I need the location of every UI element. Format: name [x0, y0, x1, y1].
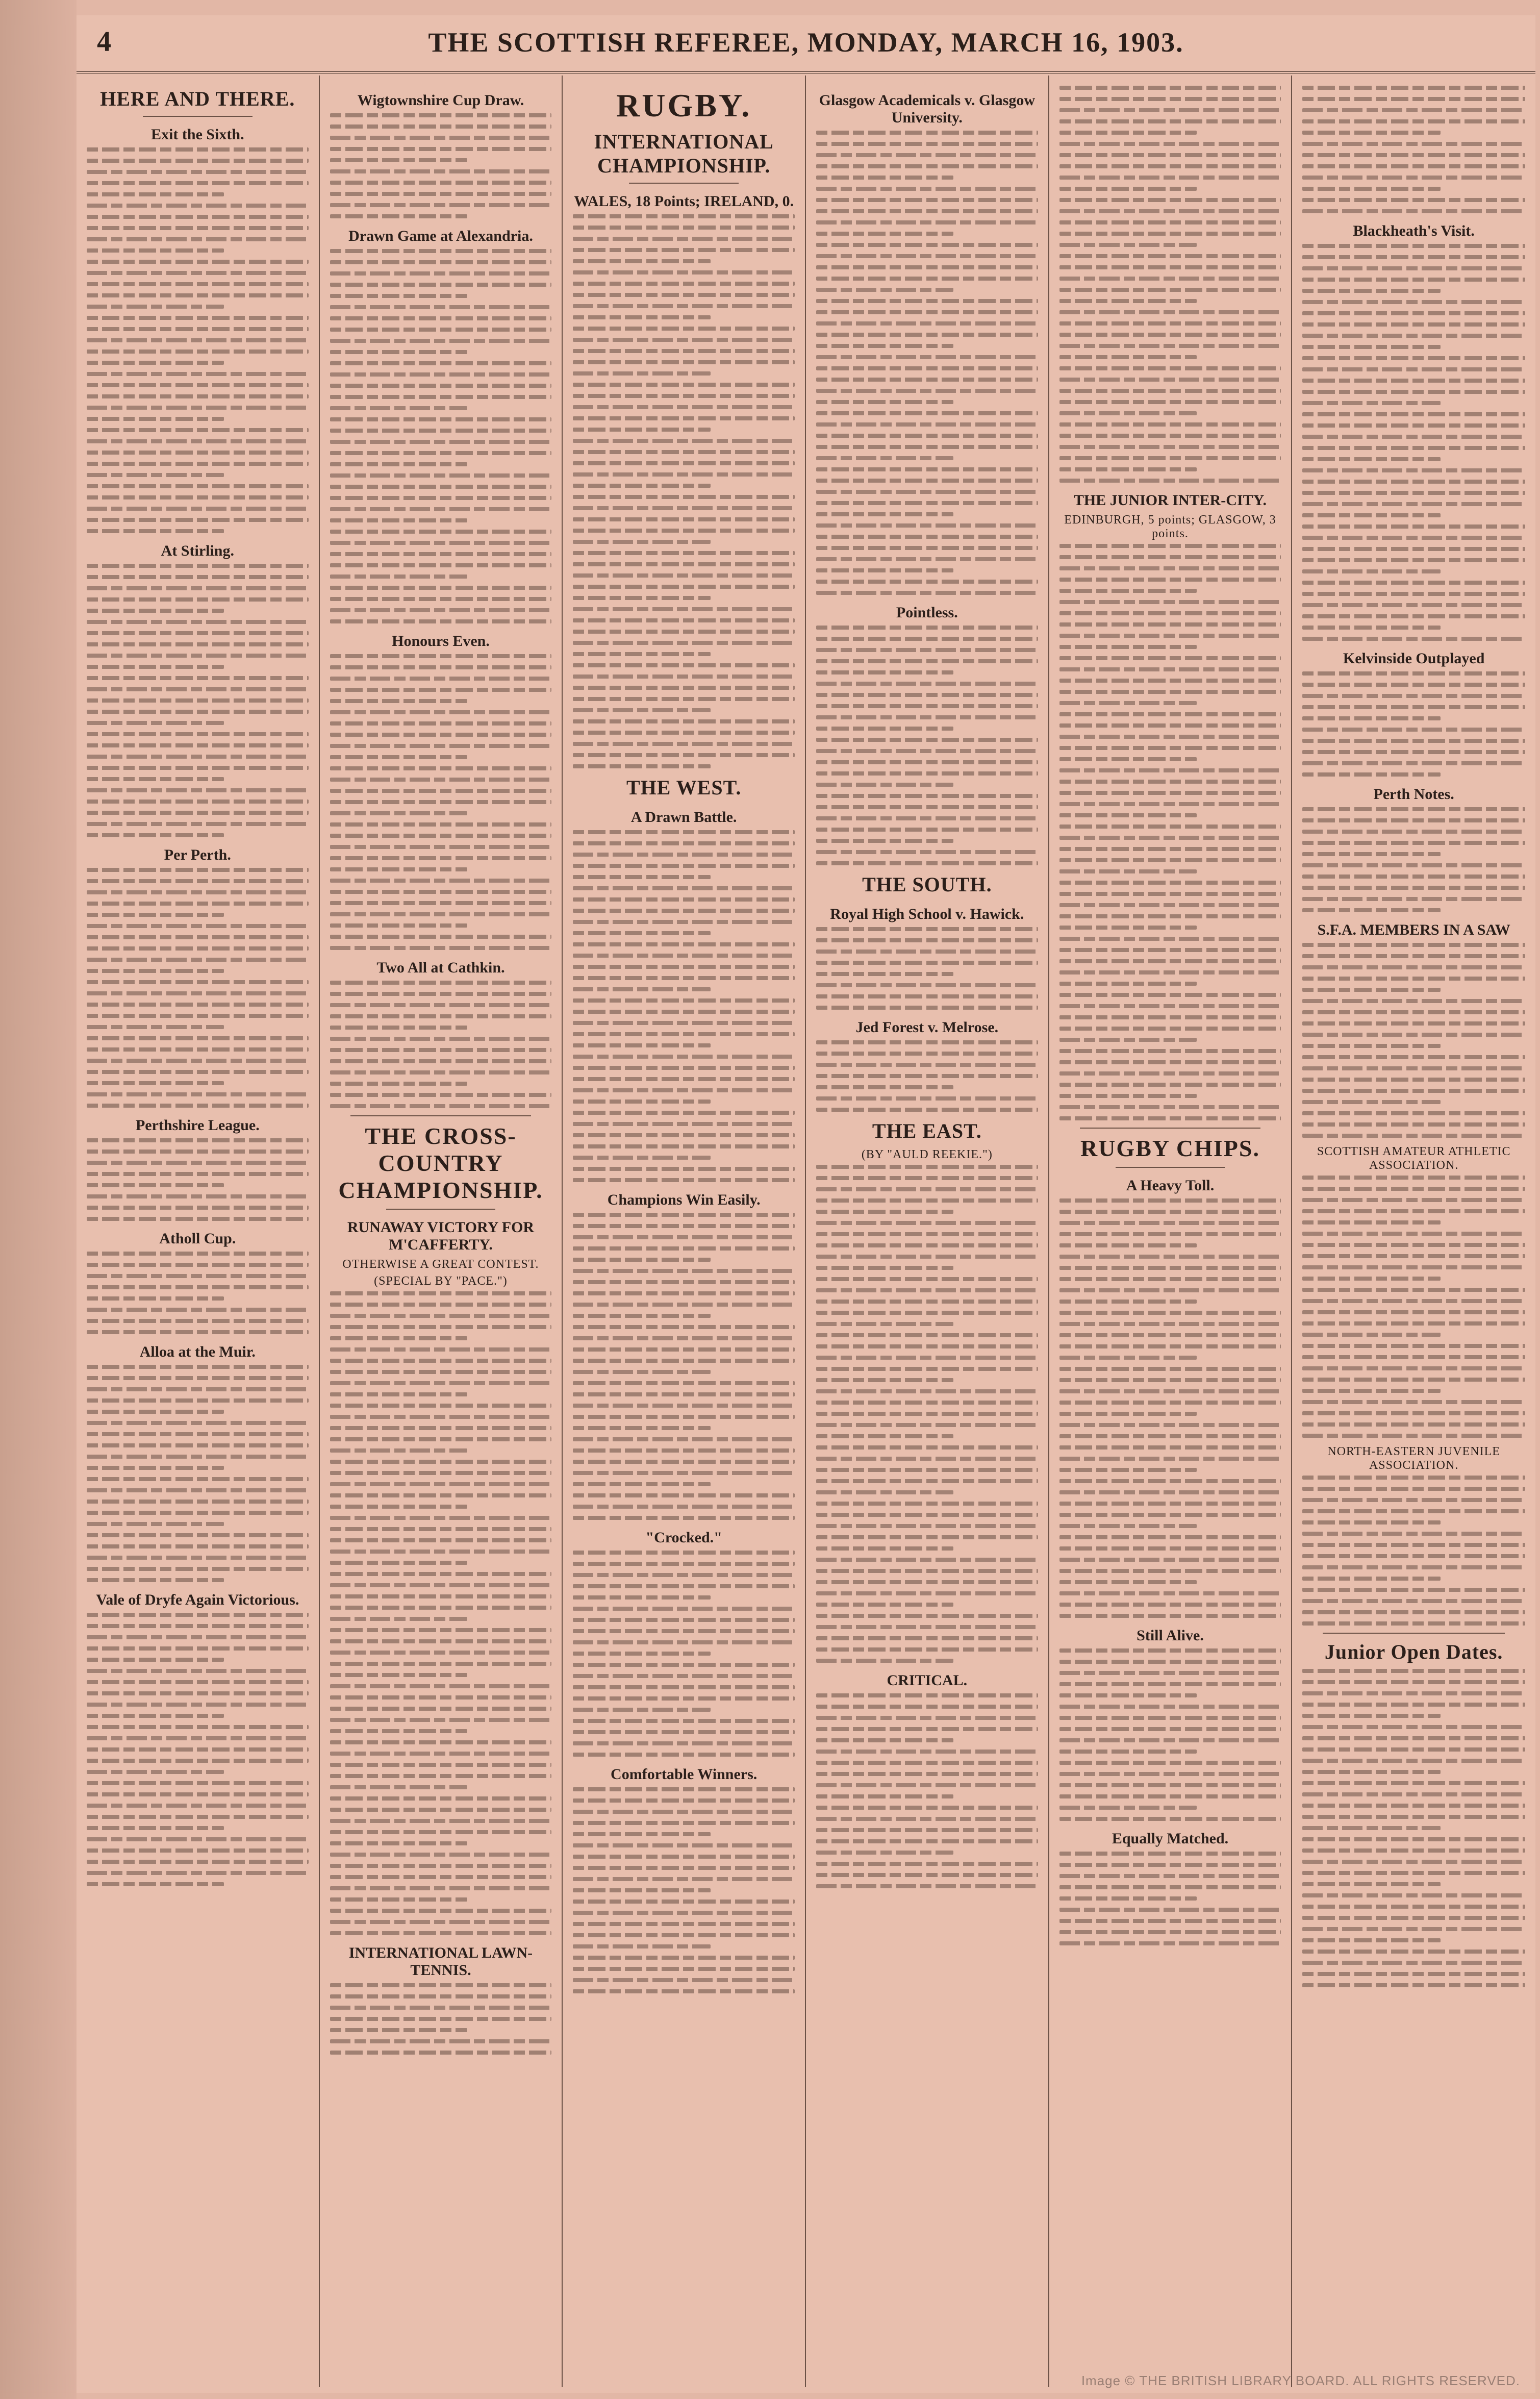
deck-line: RUNAWAY VICTORY FOR M'CAFFERTY.: [347, 1219, 535, 1253]
article-body: [1302, 1669, 1525, 1987]
article-body: [573, 830, 795, 1182]
article-heading: Kelvinside Outplayed: [1343, 650, 1485, 667]
article-heading: INTERNATIONAL LAWN-TENNIS.: [348, 1944, 533, 1979]
article-heading: Comfortable Winners.: [611, 1766, 758, 1783]
article-body: [1059, 1648, 1281, 1821]
article-heading: Atholl Cup.: [159, 1230, 236, 1247]
article-body: [1302, 86, 1525, 213]
article-heading: S.F.A. MEMBERS IN A SAW: [1317, 921, 1510, 938]
divider: [350, 1115, 532, 1116]
article-heading: Jed Forest v. Melrose.: [855, 1019, 999, 1036]
article-heading: Glasgow Academicals v. Glasgow University.: [819, 92, 1035, 126]
section-heading: Junior Open Dates.: [1324, 1640, 1503, 1663]
column-2: [320, 76, 563, 2387]
article-body: [330, 981, 552, 1108]
column-6: [1292, 76, 1535, 2387]
article-heading: Perth Notes.: [1373, 786, 1454, 803]
article-body: [1302, 807, 1525, 912]
article-body: [816, 927, 1038, 1010]
divider: [1080, 1128, 1261, 1129]
article-body: [573, 1787, 795, 1993]
article-body: [87, 564, 309, 837]
article-body: [330, 113, 552, 218]
article-body: [1059, 86, 1281, 483]
article-body: [87, 1252, 309, 1334]
article-body: [330, 249, 552, 623]
article-body: [816, 131, 1038, 595]
divider: [143, 116, 253, 117]
column-1: [77, 76, 320, 2387]
article-body: [573, 214, 795, 768]
article-heading: Vale of Dryfe Again Victorious.: [96, 1591, 299, 1608]
article-heading: THE JUNIOR INTER-CITY.: [1073, 492, 1267, 509]
article-heading: Alloa at the Muir.: [139, 1343, 256, 1360]
article-heading: Equally Matched.: [1112, 1830, 1229, 1847]
article-heading: Two All at Cathkin.: [376, 959, 505, 976]
section-heading: THE SOUTH.: [862, 873, 992, 896]
article-body: [87, 1613, 309, 1886]
column-5: [1049, 76, 1293, 2387]
article-body: [87, 1365, 309, 1582]
article-heading: Wigtownshire Cup Draw.: [357, 92, 524, 109]
article-heading: "Crocked.": [645, 1529, 722, 1546]
feature-heading: THE CROSS-COUNTRY CHAMPIONSHIP.: [338, 1123, 543, 1203]
article-heading: At Stirling.: [161, 542, 234, 559]
article-heading: Per Perth.: [164, 846, 231, 863]
article-body: [1302, 943, 1525, 1138]
columns: [77, 76, 1535, 2387]
masthead: [77, 15, 1535, 73]
article-body: [573, 1213, 795, 1520]
article-heading: Champions Win Easily.: [607, 1191, 761, 1208]
article-body: [573, 1551, 795, 1757]
article-body: [1302, 244, 1525, 641]
article-body: [330, 1983, 552, 2055]
divider: [386, 1209, 496, 1210]
article-body: [330, 1291, 552, 1935]
article-heading: Blackheath's Visit.: [1353, 222, 1475, 239]
masthead-title: THE SCOTTISH REFEREE, MONDAY, MARCH 16, 1903.: [428, 27, 1184, 58]
article-heading: A Heavy Toll.: [1126, 1177, 1215, 1194]
column-4: [806, 76, 1049, 2387]
article-body: [816, 1693, 1038, 1888]
section-heading: THE WEST.: [626, 776, 742, 799]
section-heading: RUGBY.: [616, 87, 752, 123]
byline: (SPECIAL BY "PACE."): [374, 1275, 508, 1288]
article-heading: A Drawn Battle.: [630, 809, 737, 826]
article-heading: Exit the Sixth.: [151, 126, 244, 143]
byline: (BY "AULD REEKIE."): [861, 1148, 993, 1161]
article-body: [87, 147, 309, 533]
divider: [1323, 1633, 1505, 1634]
deck-line: OTHERWISE A GREAT CONTEST.: [342, 1258, 539, 1271]
match-result: EDINBURGH, 5 points; GLASGOW, 3 points.: [1064, 513, 1276, 540]
article-heading: Royal High School v. Hawick.: [830, 906, 1024, 922]
newspaper-page: [77, 15, 1535, 2393]
article-body: [816, 626, 1038, 865]
page-edge-shadow: [0, 0, 77, 2399]
article-heading: Still Alive.: [1137, 1627, 1204, 1644]
article-body: [816, 1040, 1038, 1112]
article-heading: NORTH-EASTERN JUVENILE ASSOCIATION.: [1327, 1445, 1500, 1472]
section-heading: RUGBY CHIPS.: [1080, 1135, 1260, 1161]
column-heading: HERE AND THERE.: [100, 87, 295, 110]
copyright-notice: Image © THE BRITISH LIBRARY BOARD. ALL RIGHTS RESERVED.: [1081, 2373, 1520, 2388]
article-body: [816, 1165, 1038, 1663]
match-result: WALES, 18 Points; IRELAND, 0.: [574, 193, 794, 210]
column-3: [563, 76, 806, 2387]
page-number: 4: [97, 26, 111, 58]
article-heading: Perthshire League.: [135, 1117, 260, 1134]
article-body: [1059, 1198, 1281, 1618]
article-heading: CRITICAL.: [887, 1672, 968, 1689]
article-body: [330, 654, 552, 950]
divider: [1116, 1167, 1225, 1168]
divider: [629, 183, 739, 184]
section-heading: THE EAST.: [872, 1119, 982, 1142]
section-subheading: INTERNATIONAL CHAMPIONSHIP.: [594, 130, 774, 177]
article-body: [1302, 1176, 1525, 1438]
article-heading: Drawn Game at Alexandria.: [348, 228, 533, 244]
article-body: [87, 868, 309, 1108]
article-heading: Pointless.: [896, 604, 958, 621]
article-body: [1302, 1476, 1525, 1626]
article-heading: Honours Even.: [392, 633, 490, 649]
article-body: [87, 1138, 309, 1221]
article-heading: SCOTTISH AMATEUR ATHLETIC ASSOCIATION.: [1317, 1145, 1511, 1172]
article-body: [1059, 1852, 1281, 1945]
article-body: [1302, 671, 1525, 777]
article-body: [1059, 544, 1281, 1120]
